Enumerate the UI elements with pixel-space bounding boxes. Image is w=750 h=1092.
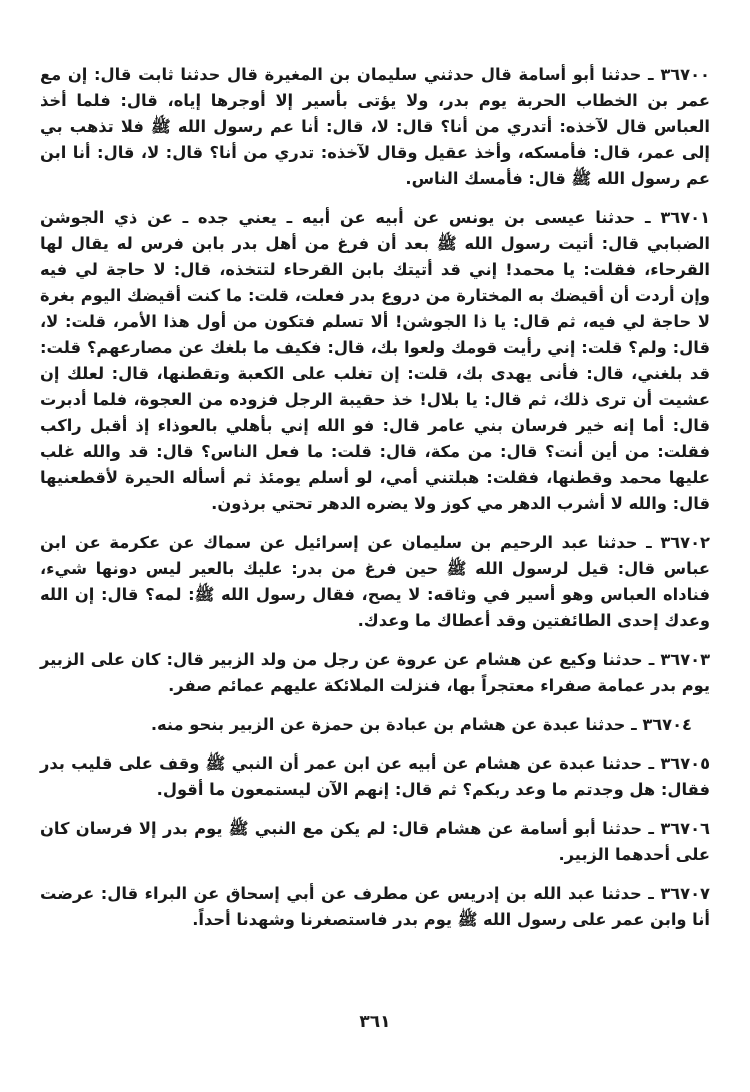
hadith-number: ٣٦٧٠٤ — [642, 715, 692, 734]
hadith-entry-36703 — [40, 647, 710, 699]
hadith-text: ـ حدثنا أبو أسامة عن هشام قال: لم يكن مع النبي ﷺ يوم بدر إلا فرسان كان على أحدهما الزبير. — [40, 819, 710, 864]
hadith-entry-36701 — [40, 205, 710, 517]
hadith-number: ٣٦٧٠٥ — [660, 754, 711, 773]
hadith-entry-36705 — [40, 751, 710, 803]
hadith-number: ٣٦٧٠٠ — [660, 65, 710, 84]
page-number: ٣٦١ — [359, 1012, 391, 1032]
hadith-entry-36700 — [40, 62, 710, 192]
hadith-entry-36706 — [40, 816, 710, 868]
hadith-entry-36707 — [40, 881, 710, 933]
hadith-text: ـ حدثنا عبدة عن هشام بن عبادة بن حمزة عن الزبير بنحو منه. — [150, 715, 637, 734]
hadith-number: ٣٦٧٠٧ — [660, 884, 710, 903]
hadith-text: ـ حدثنا أبو أسامة قال حدثني سليمان بن المغيرة قال حدثنا ثابت قال: إن مع عمر بن الخطاب الحربة يوم بدر، ولا يؤتى بأسير إلا أوجرها إياه، قال: فلما أخذ العباس قال لآخذه: أتدري من أنا؟ قال: لا، قال: أنا عم رسول الله ﷺ فلا تذهب بي إلى عمر، قال: فأمسكه، وأخذ عقيل وقال لآخذه: تدري من أنا؟ قال: لا، قال: أنا ابن عم رسول الله ﷺ قال: فأمسك الناس. — [40, 65, 710, 188]
hadith-number: ٣٦٧٠١ — [660, 208, 711, 227]
hadith-text: ـ حدثنا عبد الرحيم بن سليمان عن إسرائيل عن سماك عن عكرمة عن ابن عباس قال: قيل لرسول الله ﷺ حين فرغ من بدر: عليك بالعير ليس دونها شيء، فناداه العباس وهو أسير في وثاقه: لا يصح، فقال رسول الله ﷺ: لمه؟ قال: إن الله وعدك إحدى الطائفتين وقد أعطاك ما وعدك. — [40, 533, 710, 630]
hadith-number: ٣٦٧٠٢ — [660, 533, 710, 552]
hadith-entry-36704 — [40, 712, 710, 738]
hadith-number: ٣٦٧٠٣ — [660, 650, 711, 669]
hadith-text: ـ حدثنا عيسى بن يونس عن أبيه عن أبيه ـ يعني جده ـ عن ذي الجوشن الضبابي قال: أتيت رسول الله ﷺ بعد أن فرغ من أهل بدر بابن فرس له يقال لها القرحاء، فقلت: يا محمد! إني قد أتيتك بابن القرحاء لتتخذه، قال: لا حاجة لي فيه وإن أردت أن أقيضك به المختارة من دروع بدر فعلت، قلت: ما كنت أقيضك اليوم بغرة لا حاجة لي فيه، ثم قال: يا ذا الجوشن! ألا تسلم فتكون من أول هذا الأمر، قلت: لا، قال: ولم؟ قلت: إني رأيت قومك ولعوا بك، قال: فكيف ما بلغك عن مصارعهم؟ قلت: قد بلغني، قال: فأنى يهدى بك، قلت: إن تغلب على الكعبة وتقطنها، قال: لعلك إن عشيت أن ترى ذلك، ثم قال: يا بلال! خذ حقيبة الرجل فزوده من العجوة، فلما أدبرت قال: أما إنه خير فرسان بني عامر قال: فو الله إني بأهلي بالعوذاء إذ أقبل راكب فقلت: من أين أنت؟ قال: من مكة، قال: قلت: ما فعل الناس؟ قال: قد والله غلب عليها محمد وقطنها، فقلت: هبلتني أمي، لو أسلم يومئذ ثم أسأله الحيرة لأقطعنيها قال: والله لا أشرب الدهر مي كوز ولا يضره الدهر تحتي برذون. — [40, 208, 710, 513]
hadith-text: ـ حدثنا عبد الله بن إدريس عن مطرف عن أبي إسحاق عن البراء قال: عرضت أنا وابن عمر على رسول الله ﷺ يوم بدر فاستصغرنا وشهدنا أحداً. — [40, 884, 710, 929]
hadith-number: ٣٦٧٠٦ — [660, 819, 710, 838]
hadith-text: ـ حدثنا عبدة عن هشام عن أبيه عن ابن عمر أن النبي ﷺ وقف على قليب بدر فقال: هل وجدتم ما وعد ربكم؟ ثم قال: إنهم الآن ليستمعون ما أقول. — [40, 754, 710, 799]
hadith-entry-36702 — [40, 530, 710, 634]
hadith-text: ـ حدثنا وكيع عن هشام عن عروة عن رجل من ولد الزبير قال: كان على الزبير يوم بدر عمامة صفراء معتجراً بها، فنزلت الملائكة عليهم عمائم صفر. — [40, 650, 710, 695]
